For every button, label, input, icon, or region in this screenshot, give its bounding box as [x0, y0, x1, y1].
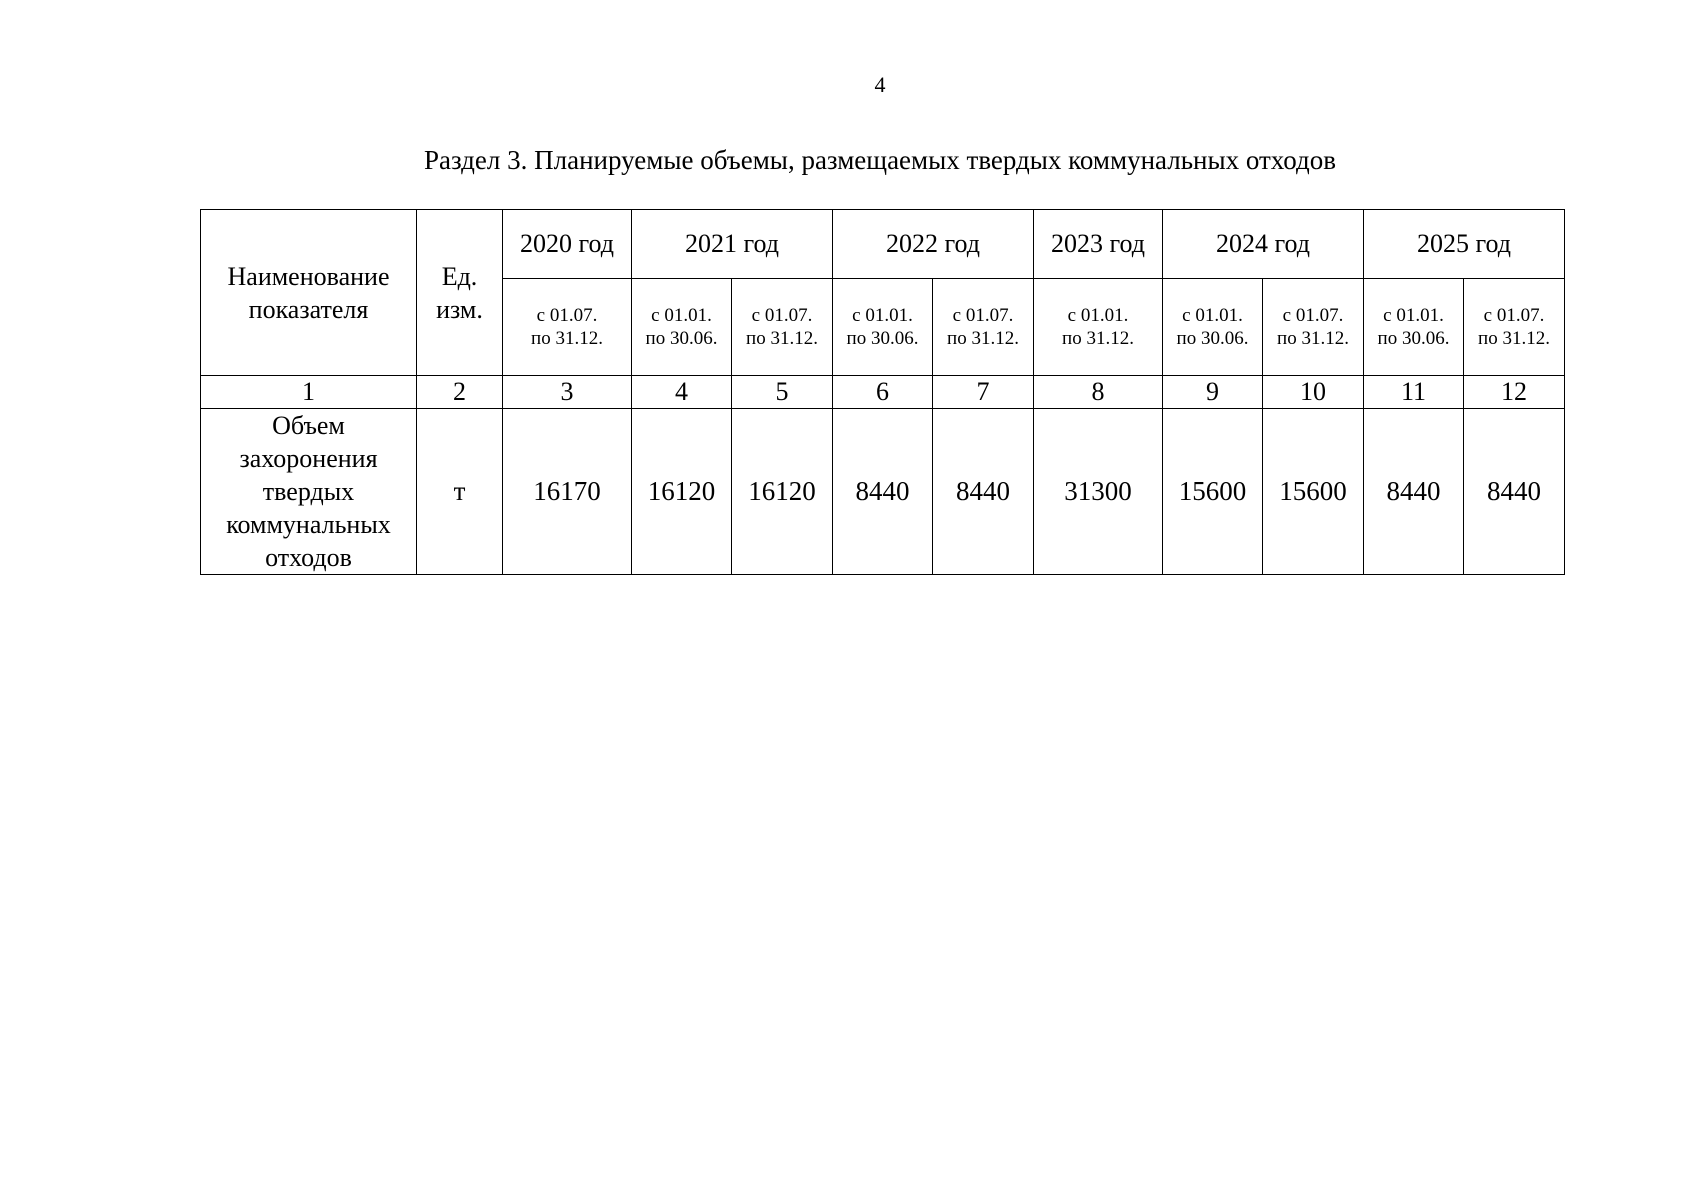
column-number: 3 — [503, 376, 632, 409]
header-unit: Ед. изм. — [417, 210, 503, 376]
column-number: 6 — [833, 376, 933, 409]
column-number: 5 — [732, 376, 833, 409]
header-year-2022: 2022 год — [833, 210, 1034, 279]
header-period: с 01.07. по 31.12. — [1464, 279, 1565, 376]
value-cell: 8440 — [933, 409, 1034, 575]
column-number-row — [201, 376, 1565, 409]
column-number: 12 — [1464, 376, 1565, 409]
header-year-2020: 2020 год — [503, 210, 632, 279]
header-period: с 01.07. по 31.12. — [1263, 279, 1364, 376]
value-cell: 16170 — [503, 409, 632, 575]
unit-cell: т — [417, 409, 503, 575]
column-number: 8 — [1034, 376, 1163, 409]
header-period: с 01.07. по 31.12. — [933, 279, 1034, 376]
header-year-2023: 2023 год — [1034, 210, 1163, 279]
header-period: с 01.01. по 30.06. — [632, 279, 732, 376]
value-cell: 8440 — [1364, 409, 1464, 575]
header-period: с 01.01. по 31.12. — [1034, 279, 1163, 376]
indicator-name-cell: Объем захоронения твердых коммунальных отходов — [201, 409, 417, 575]
column-number: 7 — [933, 376, 1034, 409]
waste-volume-table — [200, 209, 1565, 575]
value-cell: 31300 — [1034, 409, 1163, 575]
header-year-2025: 2025 год — [1364, 210, 1565, 279]
page-number: 4 — [874, 72, 886, 97]
header-period: с 01.01. по 30.06. — [1364, 279, 1464, 376]
column-number: 11 — [1364, 376, 1464, 409]
value-cell: 16120 — [732, 409, 833, 575]
header-row-years — [201, 210, 1565, 279]
header-indicator-name: Наименование показателя — [201, 210, 417, 376]
value-cell: 8440 — [1464, 409, 1565, 575]
header-period: с 01.07. по 31.12. — [732, 279, 833, 376]
column-number: 9 — [1163, 376, 1263, 409]
section-title: Раздел 3. Планируемые объемы, размещаемых твердых коммунальных отходов — [424, 145, 1336, 175]
value-cell: 15600 — [1263, 409, 1364, 575]
value-cell: 15600 — [1163, 409, 1263, 575]
value-cell: 8440 — [833, 409, 933, 575]
value-cell: 16120 — [632, 409, 732, 575]
column-number: 2 — [417, 376, 503, 409]
header-period: с 01.01. по 30.06. — [833, 279, 933, 376]
header-period: с 01.01. по 30.06. — [1163, 279, 1263, 376]
column-number: 10 — [1263, 376, 1364, 409]
header-period: с 01.07. по 31.12. — [503, 279, 632, 376]
table-row — [201, 409, 1565, 575]
column-number: 4 — [632, 376, 732, 409]
header-year-2024: 2024 год — [1163, 210, 1364, 279]
header-year-2021: 2021 год — [632, 210, 833, 279]
column-number: 1 — [201, 376, 417, 409]
